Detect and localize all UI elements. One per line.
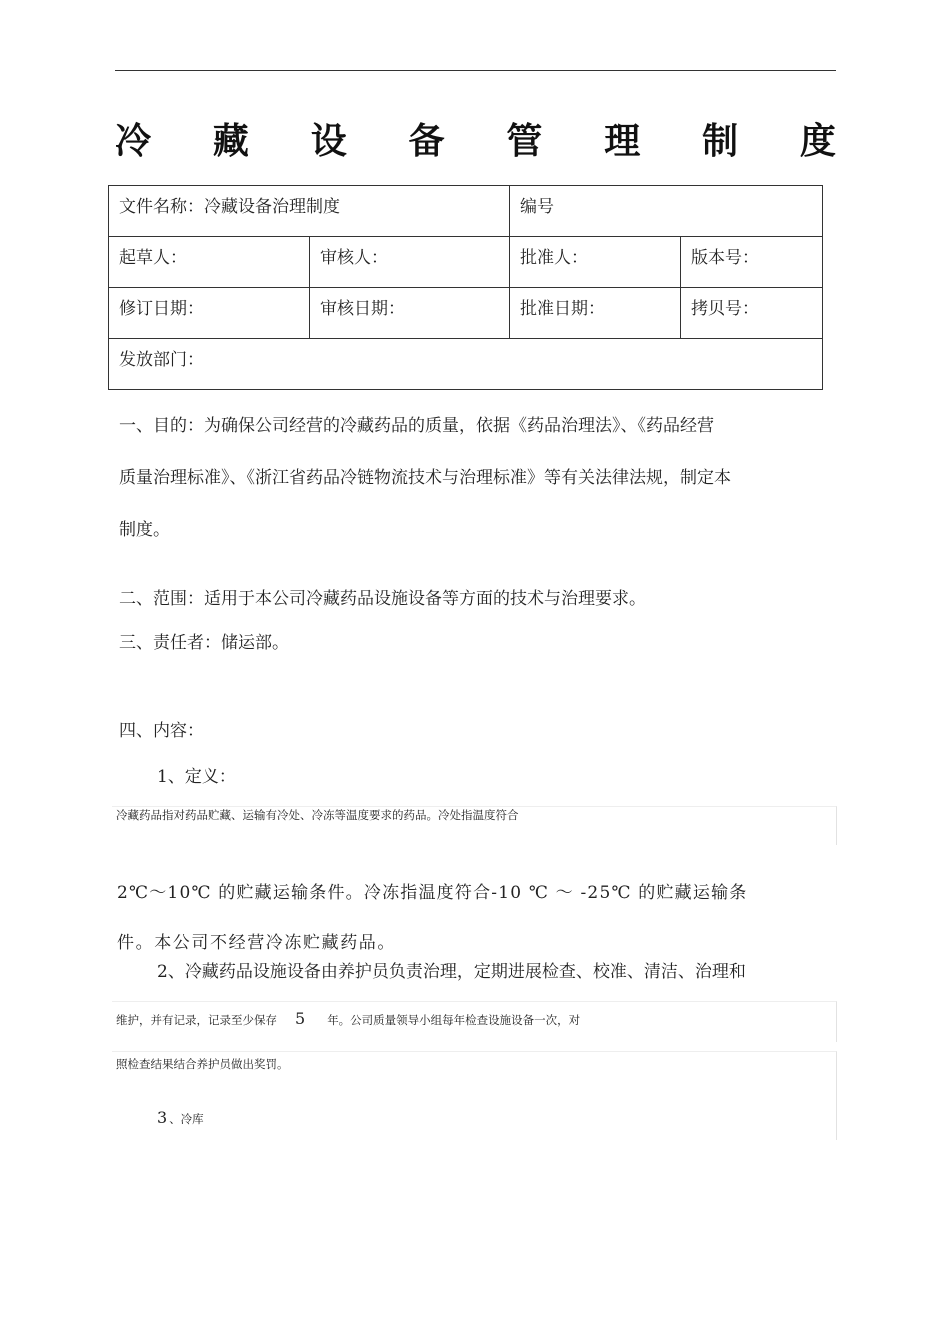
paragraph-line: 制度。 xyxy=(119,520,170,540)
doc-number-cell: 编号 xyxy=(510,186,823,237)
table-row xyxy=(109,288,823,339)
definition-heading: 1、定义： xyxy=(157,767,236,787)
retention-years: 5 xyxy=(295,1009,306,1028)
item2-paragraph: 2、冷藏药品设施设备由养护员负责治理，定期进展检查、校准、清洁、治理和 xyxy=(157,962,746,982)
document-info-table xyxy=(108,185,823,390)
scope-paragraph: 二、范围：适用于本公司冷藏药品设施设备等方面的技术与治理要求。 xyxy=(119,589,646,609)
item3-heading xyxy=(157,1108,204,1128)
revise-date-cell: 修订日期： xyxy=(109,288,310,339)
distribution-dept-cell: 发放部门： xyxy=(109,339,823,390)
purpose-paragraph xyxy=(119,400,839,556)
paragraph-line: 质量治理标准》、《浙江省药品冷链物流技术与治理标准》等有关法律法规，制定本 xyxy=(119,468,731,488)
title-char: 备 xyxy=(408,119,445,162)
reviewer-cell: 审核人： xyxy=(310,237,510,288)
paragraph-line: 一、目的：为确保公司经营的冷藏药品的质量，依据《药品治理法》、《药品经营 xyxy=(119,416,714,436)
header-rule xyxy=(115,70,836,71)
title-char: 设 xyxy=(310,119,347,162)
maintenance-text-after: 年。公司质量领导小组每年检查设施设备一次，对 xyxy=(327,1013,581,1027)
responsible-paragraph: 三、责任者：储运部。 xyxy=(119,633,289,653)
title-char: 理 xyxy=(604,119,641,162)
table-row xyxy=(109,186,823,237)
doc-name-cell: 文件名称：冷藏设备治理制度 xyxy=(109,186,510,237)
content-heading: 四、内容： xyxy=(119,721,204,741)
document-title xyxy=(115,112,836,164)
drafter-cell: 起草人： xyxy=(109,237,310,288)
table-row xyxy=(109,237,823,288)
approver-cell: 批准人： xyxy=(510,237,681,288)
table-row xyxy=(109,339,823,390)
item3-number: 3 xyxy=(157,1108,168,1127)
title-char: 藏 xyxy=(212,119,249,162)
review-date-cell: 审核日期： xyxy=(310,288,510,339)
temperature-line: 件。本公司不经营冷冻贮藏药品。 xyxy=(117,933,396,953)
copy-number-cell: 拷贝号： xyxy=(681,288,823,339)
item3-text: 、冷库 xyxy=(169,1112,204,1126)
title-char: 冷 xyxy=(115,119,152,162)
version-cell: 版本号： xyxy=(681,237,823,288)
maintenance-text xyxy=(116,1009,580,1028)
title-char: 度 xyxy=(799,119,836,162)
maintenance-text-before: 维护，并有记录，记录至少保存 xyxy=(116,1013,277,1027)
title-char: 制 xyxy=(702,119,739,162)
title-char: 管 xyxy=(506,119,543,162)
temperature-line: 2℃～10℃ 的贮藏运输条件。冷冻指温度符合-10 ℃ ～ -25℃ 的贮藏运输条 xyxy=(117,883,748,903)
definition-text: 冷藏药品指对药品贮藏、运输有冷处、冷冻等温度要求的药品。冷处指温度符合 xyxy=(116,808,519,822)
approve-date-cell: 批准日期： xyxy=(510,288,681,339)
result-text: 照检查结果结合养护员做出奖罚。 xyxy=(116,1057,289,1071)
